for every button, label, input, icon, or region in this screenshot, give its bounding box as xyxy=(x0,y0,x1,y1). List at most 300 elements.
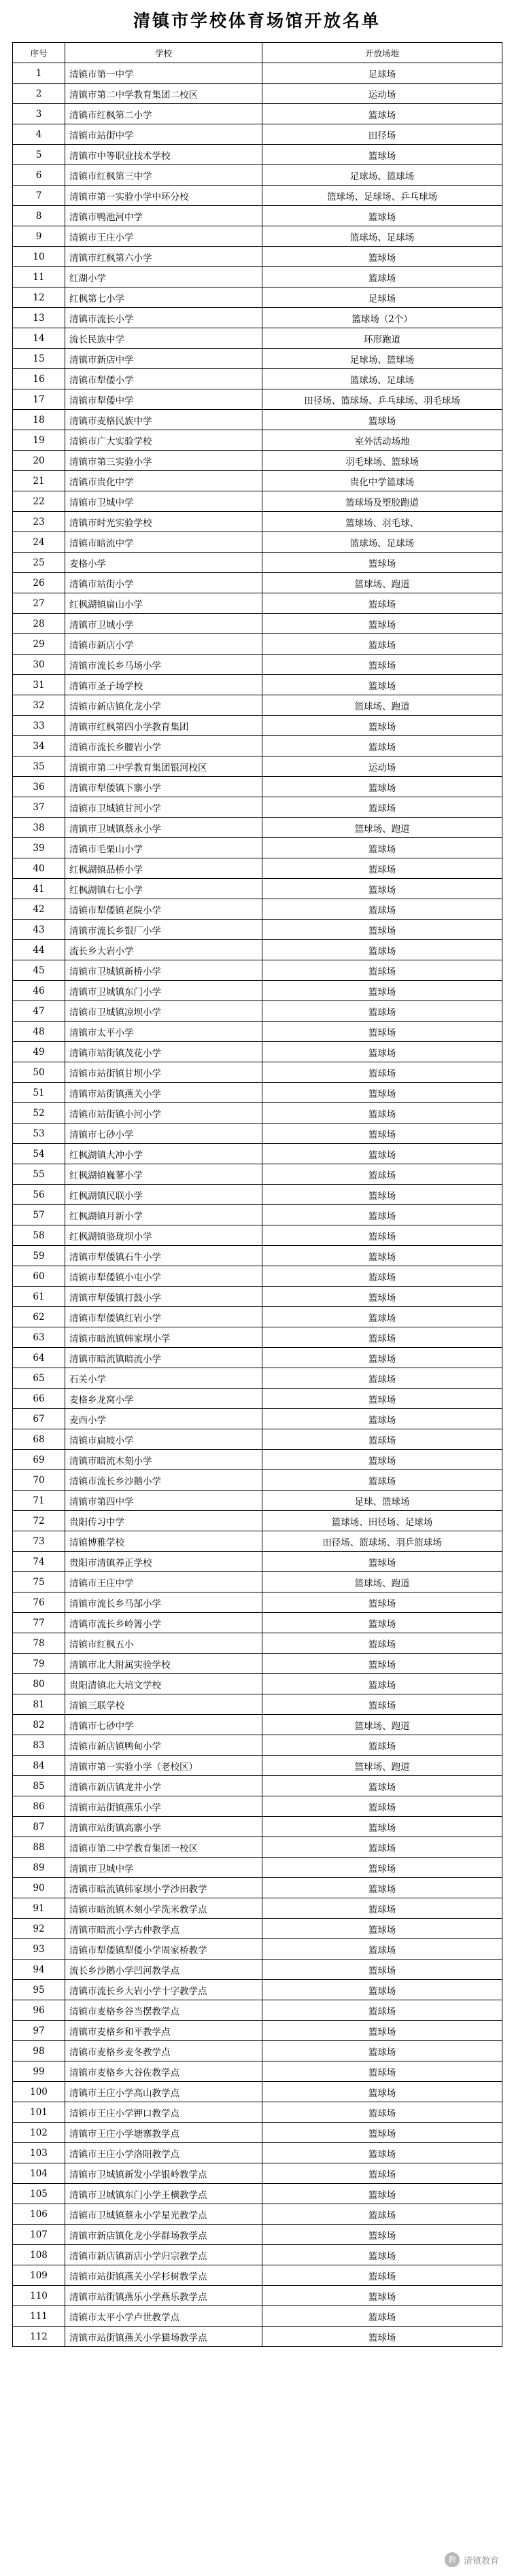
table-row xyxy=(13,1898,502,1919)
table-row xyxy=(13,1042,502,1062)
table-row xyxy=(13,1858,502,1878)
table-row xyxy=(13,838,502,858)
row-school: 清镇市麦格乡麦冬教学点 xyxy=(65,2041,262,2061)
row-school: 红枫湖镇扁山小学 xyxy=(65,593,262,614)
table-row xyxy=(13,756,502,777)
row-index: 38 xyxy=(13,818,65,838)
table-row xyxy=(13,1960,502,1980)
row-index: 48 xyxy=(13,1022,65,1042)
row-facility: 篮球场 xyxy=(262,2265,502,2286)
row-school: 麦格小学 xyxy=(65,553,262,573)
row-school: 清镇市第一中学 xyxy=(65,63,262,84)
row-school: 清镇市红枫第三中学 xyxy=(65,165,262,186)
row-facility: 田径场、篮球场、乒乓球场、羽毛球场 xyxy=(262,389,502,410)
row-school: 清镇市北大附属实验学校 xyxy=(65,1654,262,1674)
row-school: 贵阳传习中学 xyxy=(65,1511,262,1531)
row-facility: 篮球场 xyxy=(262,879,502,899)
row-school: 红枫湖镇右七小学 xyxy=(65,879,262,899)
document-sheet xyxy=(0,0,514,42)
table-row xyxy=(13,308,502,328)
table-row xyxy=(13,1470,502,1491)
row-school: 清镇三联学校 xyxy=(65,1694,262,1715)
row-facility: 篮球场 xyxy=(262,1225,502,1246)
row-index: 91 xyxy=(13,1898,65,1919)
row-facility: 篮球场 xyxy=(262,1164,502,1185)
row-facility: 篮球场 xyxy=(262,1592,502,1613)
table-header xyxy=(13,43,502,63)
row-facility: 篮球场 xyxy=(262,940,502,960)
row-school: 清镇市七砂中学 xyxy=(65,1715,262,1735)
table-row xyxy=(13,1409,502,1429)
row-facility: 篮球场 xyxy=(262,960,502,981)
row-index: 59 xyxy=(13,1246,65,1266)
row-school: 清镇市第一实验小学（老校区） xyxy=(65,1756,262,1776)
row-index: 74 xyxy=(13,1552,65,1572)
table-row xyxy=(13,1776,502,1796)
row-school: 清镇市新店中学 xyxy=(65,349,262,369)
row-facility: 篮球场 xyxy=(262,1796,502,1817)
row-school: 红枫湖镇品桥小学 xyxy=(65,858,262,879)
row-facility: 篮球场 xyxy=(262,1246,502,1266)
row-school: 红湖小学 xyxy=(65,267,262,288)
row-facility: 足球、篮球场 xyxy=(262,1491,502,1511)
row-facility: 篮球场 xyxy=(262,1103,502,1124)
row-facility: 篮球场 xyxy=(262,1001,502,1022)
table-row xyxy=(13,1307,502,1327)
table-row xyxy=(13,2163,502,2184)
row-index: 24 xyxy=(13,532,65,553)
row-facility: 篮球场 xyxy=(262,797,502,818)
row-school: 清镇市犁倭镇打鼓小学 xyxy=(65,1287,262,1307)
row-facility: 篮球场 xyxy=(262,655,502,675)
table-row xyxy=(13,1124,502,1144)
table-row xyxy=(13,2082,502,2102)
table-row xyxy=(13,471,502,491)
row-school: 清镇市第四中学 xyxy=(65,1491,262,1511)
row-facility: 篮球场 xyxy=(262,2184,502,2204)
table-row xyxy=(13,1511,502,1531)
table-row xyxy=(13,430,502,451)
row-index: 55 xyxy=(13,1164,65,1185)
row-index: 1 xyxy=(13,63,65,84)
table-row xyxy=(13,1837,502,1858)
row-index: 92 xyxy=(13,1919,65,1939)
table-row xyxy=(13,1205,502,1225)
row-facility: 运动场 xyxy=(262,756,502,777)
table-row xyxy=(13,695,502,716)
table-row xyxy=(13,1062,502,1083)
row-facility: 篮球场 xyxy=(262,1980,502,2000)
row-facility: 足球场 xyxy=(262,288,502,308)
table-row xyxy=(13,858,502,879)
table-row xyxy=(13,655,502,675)
row-facility: 篮球场 xyxy=(262,2082,502,2102)
row-index: 15 xyxy=(13,349,65,369)
row-facility: 篮球场、足球场、乒乓球场 xyxy=(262,186,502,206)
row-index: 101 xyxy=(13,2102,65,2123)
row-index: 5 xyxy=(13,145,65,165)
row-index: 57 xyxy=(13,1205,65,1225)
school-venue-table xyxy=(12,42,502,2347)
row-school: 清镇市犁倭镇下寨小学 xyxy=(65,777,262,797)
row-facility: 田径场 xyxy=(262,124,502,145)
row-school: 清镇市王庄小学洛阳教学点 xyxy=(65,2143,262,2163)
table-row xyxy=(13,512,502,532)
table-row xyxy=(13,899,502,920)
row-index: 11 xyxy=(13,267,65,288)
row-index: 23 xyxy=(13,512,65,532)
row-index: 110 xyxy=(13,2286,65,2306)
row-index: 72 xyxy=(13,1511,65,1531)
table-row xyxy=(13,981,502,1001)
table-row xyxy=(13,2306,502,2327)
row-school: 清镇市暗流镇韩家坝小学 xyxy=(65,1327,262,1348)
row-facility: 篮球场 xyxy=(262,1654,502,1674)
row-facility: 篮球场 xyxy=(262,1266,502,1287)
row-index: 10 xyxy=(13,247,65,267)
row-facility: 足球场、篮球场 xyxy=(262,165,502,186)
table-row xyxy=(13,2245,502,2265)
row-index: 100 xyxy=(13,2082,65,2102)
row-index: 2 xyxy=(13,84,65,104)
row-index: 93 xyxy=(13,1939,65,1960)
table-row xyxy=(13,1164,502,1185)
table-row xyxy=(13,1980,502,2000)
row-school: 清镇市第二中学教育集团二校区 xyxy=(65,84,262,104)
row-index: 4 xyxy=(13,124,65,145)
table-row xyxy=(13,940,502,960)
row-school: 清镇市卫城镇新桥小学 xyxy=(65,960,262,981)
row-facility: 篮球场 xyxy=(262,2123,502,2143)
row-index: 31 xyxy=(13,675,65,695)
table-row xyxy=(13,716,502,736)
row-facility: 篮球场 xyxy=(262,1470,502,1491)
row-index: 67 xyxy=(13,1409,65,1429)
row-school: 清镇市太平小学 xyxy=(65,1022,262,1042)
row-school: 清镇市第三实验小学 xyxy=(65,451,262,471)
row-school: 清镇市中等职业技术学校 xyxy=(65,145,262,165)
row-index: 106 xyxy=(13,2204,65,2225)
row-school: 清镇市太平小学卢世教学点 xyxy=(65,2306,262,2327)
row-school: 清镇市流长乡马场小学 xyxy=(65,655,262,675)
row-index: 81 xyxy=(13,1694,65,1715)
row-facility: 篮球场 xyxy=(262,1307,502,1327)
row-school: 清镇市犁倭中学 xyxy=(65,389,262,410)
row-facility: 篮球场、跑道 xyxy=(262,1756,502,1776)
row-index: 109 xyxy=(13,2265,65,2286)
row-index: 69 xyxy=(13,1450,65,1470)
row-facility: 篮球场、足球场 xyxy=(262,226,502,247)
row-facility: 篮球场 xyxy=(262,1858,502,1878)
row-school: 清镇市扁坡小学 xyxy=(65,1429,262,1450)
row-index: 77 xyxy=(13,1613,65,1633)
row-facility: 篮球场 xyxy=(262,1389,502,1409)
row-index: 85 xyxy=(13,1776,65,1796)
row-facility: 篮球场 xyxy=(262,247,502,267)
row-index: 40 xyxy=(13,858,65,879)
row-facility: 贵化中学篮球场 xyxy=(262,471,502,491)
table-row xyxy=(13,1266,502,1287)
row-facility: 篮球场 xyxy=(262,1022,502,1042)
table-row xyxy=(13,226,502,247)
document-title: 清镇市学校体育场馆开放名单 xyxy=(133,11,381,31)
table-row xyxy=(13,1103,502,1124)
row-facility: 篮球场、足球场 xyxy=(262,532,502,553)
table-row xyxy=(13,1817,502,1837)
row-index: 97 xyxy=(13,2021,65,2041)
row-facility: 篮球场 xyxy=(262,1633,502,1654)
row-facility: 篮球场 xyxy=(262,2286,502,2306)
row-school: 清镇市时光实验学校 xyxy=(65,512,262,532)
table-row xyxy=(13,1327,502,1348)
row-school: 清镇市麦格民族中学 xyxy=(65,410,262,430)
row-facility: 篮球场、跑道 xyxy=(262,573,502,593)
table-row xyxy=(13,1919,502,1939)
table-row xyxy=(13,124,502,145)
row-facility: 篮球场 xyxy=(262,981,502,1001)
row-index: 104 xyxy=(13,2163,65,2184)
table-row xyxy=(13,267,502,288)
table-row xyxy=(13,2286,502,2306)
table-row xyxy=(13,614,502,634)
row-facility: 篮球场 xyxy=(262,553,502,573)
row-index: 30 xyxy=(13,655,65,675)
table-row xyxy=(13,634,502,655)
table-row xyxy=(13,2225,502,2245)
table-row xyxy=(13,1796,502,1817)
row-school: 清镇市新店镇新店小学归宗教学点 xyxy=(65,2245,262,2265)
table-row xyxy=(13,1144,502,1164)
row-facility: 篮球场 xyxy=(262,1083,502,1103)
row-index: 41 xyxy=(13,879,65,899)
table-row xyxy=(13,1694,502,1715)
row-facility: 篮球场 xyxy=(262,104,502,124)
row-index: 64 xyxy=(13,1348,65,1368)
row-school: 石关小学 xyxy=(65,1368,262,1389)
row-school: 清镇市流长乡马郜小学 xyxy=(65,1592,262,1613)
row-school: 清镇市卫城小学 xyxy=(65,614,262,634)
row-index: 111 xyxy=(13,2306,65,2327)
row-index: 102 xyxy=(13,2123,65,2143)
row-facility: 篮球场、跑道 xyxy=(262,1715,502,1735)
row-school: 清镇市流长乡岭箐小学 xyxy=(65,1613,262,1633)
row-facility: 篮球场 xyxy=(262,1450,502,1470)
row-school: 清镇市站街镇燕关小学 xyxy=(65,1083,262,1103)
row-school: 清镇市王庄小学塘寨教学点 xyxy=(65,2123,262,2143)
row-school: 清镇市新店小学 xyxy=(65,634,262,655)
row-facility: 篮球场 xyxy=(262,1429,502,1450)
row-index: 39 xyxy=(13,838,65,858)
row-school: 清镇市卫城中学 xyxy=(65,491,262,512)
table-row xyxy=(13,349,502,369)
row-index: 22 xyxy=(13,491,65,512)
row-index: 70 xyxy=(13,1470,65,1491)
table-row xyxy=(13,1715,502,1735)
table-row xyxy=(13,206,502,226)
row-facility: 篮球场 xyxy=(262,1062,502,1083)
row-facility: 篮球场 xyxy=(262,2306,502,2327)
row-index: 60 xyxy=(13,1266,65,1287)
row-index: 14 xyxy=(13,328,65,349)
row-index: 98 xyxy=(13,2041,65,2061)
row-index: 20 xyxy=(13,451,65,471)
row-facility: 篮球场 xyxy=(262,1124,502,1144)
row-index: 75 xyxy=(13,1572,65,1592)
table-row xyxy=(13,369,502,389)
row-index: 52 xyxy=(13,1103,65,1124)
row-school: 清镇市新店镇鸭甸小学 xyxy=(65,1735,262,1756)
table-row xyxy=(13,104,502,124)
table-row xyxy=(13,879,502,899)
row-facility: 篮球场 xyxy=(262,1837,502,1858)
row-facility: 篮球场 xyxy=(262,1939,502,1960)
row-school: 清镇市麦格乡大谷佐教学点 xyxy=(65,2061,262,2082)
row-facility: 篮球场 xyxy=(262,634,502,655)
row-facility: 篮球场 xyxy=(262,614,502,634)
row-index: 17 xyxy=(13,389,65,410)
row-school: 清镇市麦格乡和平教学点 xyxy=(65,2021,262,2041)
row-index: 108 xyxy=(13,2245,65,2265)
row-school: 清镇市犁倭小学 xyxy=(65,369,262,389)
row-school: 清镇市流长乡腰岩小学 xyxy=(65,736,262,756)
row-facility: 运动场 xyxy=(262,84,502,104)
row-school: 清镇市红枫第二小学 xyxy=(65,104,262,124)
row-facility: 篮球场 xyxy=(262,1348,502,1368)
row-facility: 篮球场 xyxy=(262,1898,502,1919)
table-row xyxy=(13,1225,502,1246)
row-school: 红枫湖镇月新小学 xyxy=(65,1205,262,1225)
row-index: 61 xyxy=(13,1287,65,1307)
row-index: 94 xyxy=(13,1960,65,1980)
row-index: 79 xyxy=(13,1654,65,1674)
row-facility: 篮球场 xyxy=(262,2245,502,2265)
row-school: 清镇市第二中学教育集团银河校区 xyxy=(65,756,262,777)
row-school: 清镇市王庄中学 xyxy=(65,1572,262,1592)
row-school: 麦西小学 xyxy=(65,1409,262,1429)
table-row xyxy=(13,532,502,553)
row-index: 76 xyxy=(13,1592,65,1613)
row-school: 清镇市暗流中学 xyxy=(65,532,262,553)
row-facility: 足球场、篮球场 xyxy=(262,349,502,369)
row-facility: 篮球场、羽毛球、 xyxy=(262,512,502,532)
row-school: 红枫湖镇巍蓼小学 xyxy=(65,1164,262,1185)
row-school: 清镇市王庄小学 xyxy=(65,226,262,247)
row-school: 清镇市暗流木刻小学 xyxy=(65,1450,262,1470)
table-row xyxy=(13,84,502,104)
table-row xyxy=(13,1368,502,1389)
row-index: 47 xyxy=(13,1001,65,1022)
row-facility: 篮球场 xyxy=(262,1735,502,1756)
table-row xyxy=(13,1450,502,1470)
row-facility: 篮球场 xyxy=(262,1409,502,1429)
row-facility: 篮球场 xyxy=(262,1368,502,1389)
row-index: 28 xyxy=(13,614,65,634)
row-facility: 羽毛球场、篮球场 xyxy=(262,451,502,471)
table-row xyxy=(13,1756,502,1776)
row-facility: 篮球场 xyxy=(262,2021,502,2041)
row-facility: 篮球场 xyxy=(262,1776,502,1796)
row-index: 73 xyxy=(13,1531,65,1552)
row-facility: 环形跑道 xyxy=(262,328,502,349)
row-school: 清镇市卫城镇东门小学 xyxy=(65,981,262,1001)
row-school: 流长乡大岩小学 xyxy=(65,940,262,960)
row-school: 清镇市新店镇龙井小学 xyxy=(65,1776,262,1796)
row-school: 清镇市红枫第四小学教育集团 xyxy=(65,716,262,736)
watermark-text: 清镇教育 xyxy=(463,2556,499,2566)
table-row xyxy=(13,2061,502,2082)
row-index: 46 xyxy=(13,981,65,1001)
row-index: 16 xyxy=(13,369,65,389)
row-facility: 足球场 xyxy=(262,63,502,84)
row-school: 清镇市圣子场学校 xyxy=(65,675,262,695)
row-school: 清镇市犁倭镇石牛小学 xyxy=(65,1246,262,1266)
row-school: 清镇市站街镇小河小学 xyxy=(65,1103,262,1124)
header-row xyxy=(13,43,502,63)
row-index: 112 xyxy=(13,2327,65,2347)
row-facility: 田径场、篮球场、羽乒篮球场 xyxy=(262,1531,502,1552)
row-facility: 室外活动场地 xyxy=(262,430,502,451)
table-body xyxy=(13,63,502,2347)
row-index: 56 xyxy=(13,1185,65,1205)
row-facility: 篮球场 xyxy=(262,410,502,430)
row-facility: 篮球场 xyxy=(262,736,502,756)
row-school: 清镇市卫城镇蔡永小学星光教学点 xyxy=(65,2204,262,2225)
row-school: 清镇市卫城镇甘河小学 xyxy=(65,797,262,818)
row-school: 清镇市卫城镇蔡永小学 xyxy=(65,818,262,838)
row-facility: 篮球场 xyxy=(262,1144,502,1164)
row-index: 95 xyxy=(13,1980,65,2000)
table-row xyxy=(13,2021,502,2041)
row-facility: 篮球场 xyxy=(262,206,502,226)
row-facility: 篮球场及塑胶跑道 xyxy=(262,491,502,512)
row-index: 63 xyxy=(13,1327,65,1348)
row-school: 红枫湖镇大冲小学 xyxy=(65,1144,262,1164)
row-index: 12 xyxy=(13,288,65,308)
row-index: 66 xyxy=(13,1389,65,1409)
row-facility: 篮球场 xyxy=(262,899,502,920)
row-index: 3 xyxy=(13,104,65,124)
row-school: 清镇市站街镇高寨小学 xyxy=(65,1817,262,1837)
row-school: 清镇市王庄小学高山教学点 xyxy=(65,2082,262,2102)
table-row xyxy=(13,553,502,573)
table-row xyxy=(13,1654,502,1674)
row-school: 清镇市贵化中学 xyxy=(65,471,262,491)
row-index: 37 xyxy=(13,797,65,818)
row-index: 6 xyxy=(13,165,65,186)
table-row xyxy=(13,593,502,614)
table-row xyxy=(13,1552,502,1572)
row-school: 清镇市站街镇燕乐小学 xyxy=(65,1796,262,1817)
row-facility: 篮球场、跑道 xyxy=(262,1572,502,1592)
row-facility: 篮球场 xyxy=(262,1817,502,1837)
row-index: 71 xyxy=(13,1491,65,1511)
table-row xyxy=(13,1613,502,1633)
table-row xyxy=(13,1022,502,1042)
row-index: 86 xyxy=(13,1796,65,1817)
table-row xyxy=(13,2102,502,2123)
table-row xyxy=(13,1287,502,1307)
row-facility: 篮球场 xyxy=(262,838,502,858)
table-row xyxy=(13,2143,502,2163)
row-school: 清镇市王庄小学钾口教学点 xyxy=(65,2102,262,2123)
row-school: 清镇市站街小学 xyxy=(65,573,262,593)
row-facility: 篮球场 xyxy=(262,2204,502,2225)
row-school: 清镇市暗流镇木刻小学洗米教学点 xyxy=(65,1898,262,1919)
table-row xyxy=(13,1939,502,1960)
row-index: 62 xyxy=(13,1307,65,1327)
row-index: 88 xyxy=(13,1837,65,1858)
table-row xyxy=(13,2041,502,2061)
